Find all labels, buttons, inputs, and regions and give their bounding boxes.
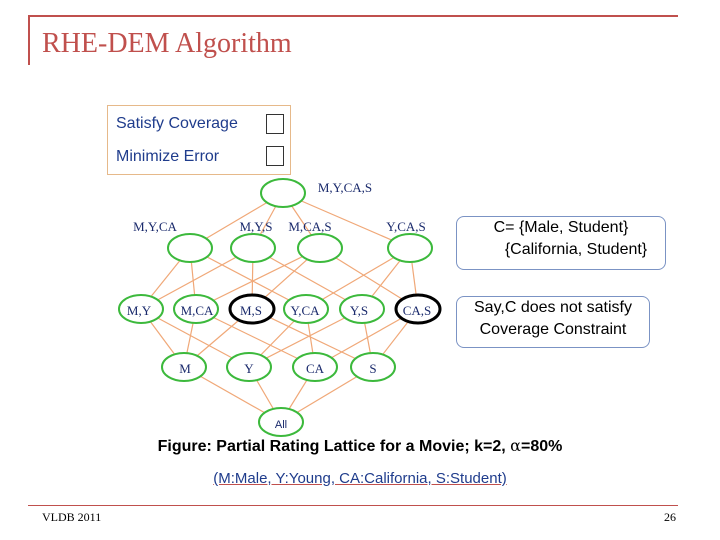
- legend-minimize-label: Minimize Error: [116, 148, 220, 165]
- lattice-node: [298, 234, 342, 262]
- caption-alpha: α: [510, 436, 521, 455]
- lattice-node-label: Y,CA: [290, 302, 320, 318]
- lattice-node-label: M,Y,CA: [133, 218, 177, 234]
- legend-satisfy-label: Satisfy Coverage: [116, 115, 238, 132]
- lattice-node-label: M,S: [239, 302, 263, 318]
- lattice-node-label: M,CA,S: [288, 218, 332, 234]
- lattice-node-label: M,Y: [126, 302, 152, 318]
- lattice-node-label: Y: [244, 360, 254, 376]
- footer-page-number: 26: [664, 510, 676, 524]
- callout-say-line2: Coverage Constraint: [479, 321, 627, 338]
- lattice-node-label: M,Y,S: [239, 218, 273, 234]
- lattice-node-label: S: [369, 360, 377, 376]
- lattice-node-label: All: [274, 418, 288, 431]
- callout-c-line1: C= {Male, Student}: [493, 219, 629, 236]
- footer-venue: VLDB 2011: [42, 510, 102, 524]
- slide-title: RHE-DEM Algorithm: [42, 28, 292, 59]
- figure-caption: [0, 436, 720, 456]
- lattice-node: [231, 234, 275, 262]
- callout-say-line1: Say,C does not satisfy: [474, 299, 632, 316]
- lattice-node-label: CA: [305, 360, 325, 376]
- lattice-node: [388, 234, 432, 262]
- lattice-node: [261, 179, 305, 207]
- lattice-node-label: M,CA: [180, 302, 214, 318]
- callout-coverage-note: [456, 296, 650, 348]
- lattice-node-label: Y,S: [349, 302, 369, 318]
- abbreviation-legend: (M:Male, Y:Young, CA:California, S:Student): [213, 470, 507, 487]
- lattice-node-label: M: [179, 360, 191, 376]
- lattice-node-label: M,Y,CA,S: [317, 179, 373, 195]
- lattice-node-label: CA,S: [402, 302, 432, 318]
- caption-text: Figure: Partial Rating Lattice for a Movie; k=2,: [157, 438, 511, 455]
- caption-tail: =80%: [520, 438, 563, 455]
- callout-c-line2: {California, Student}: [504, 241, 648, 258]
- lattice-node-label: Y,CA,S: [386, 218, 426, 234]
- callout-c-definition: [456, 216, 666, 270]
- lattice-node: [168, 234, 212, 262]
